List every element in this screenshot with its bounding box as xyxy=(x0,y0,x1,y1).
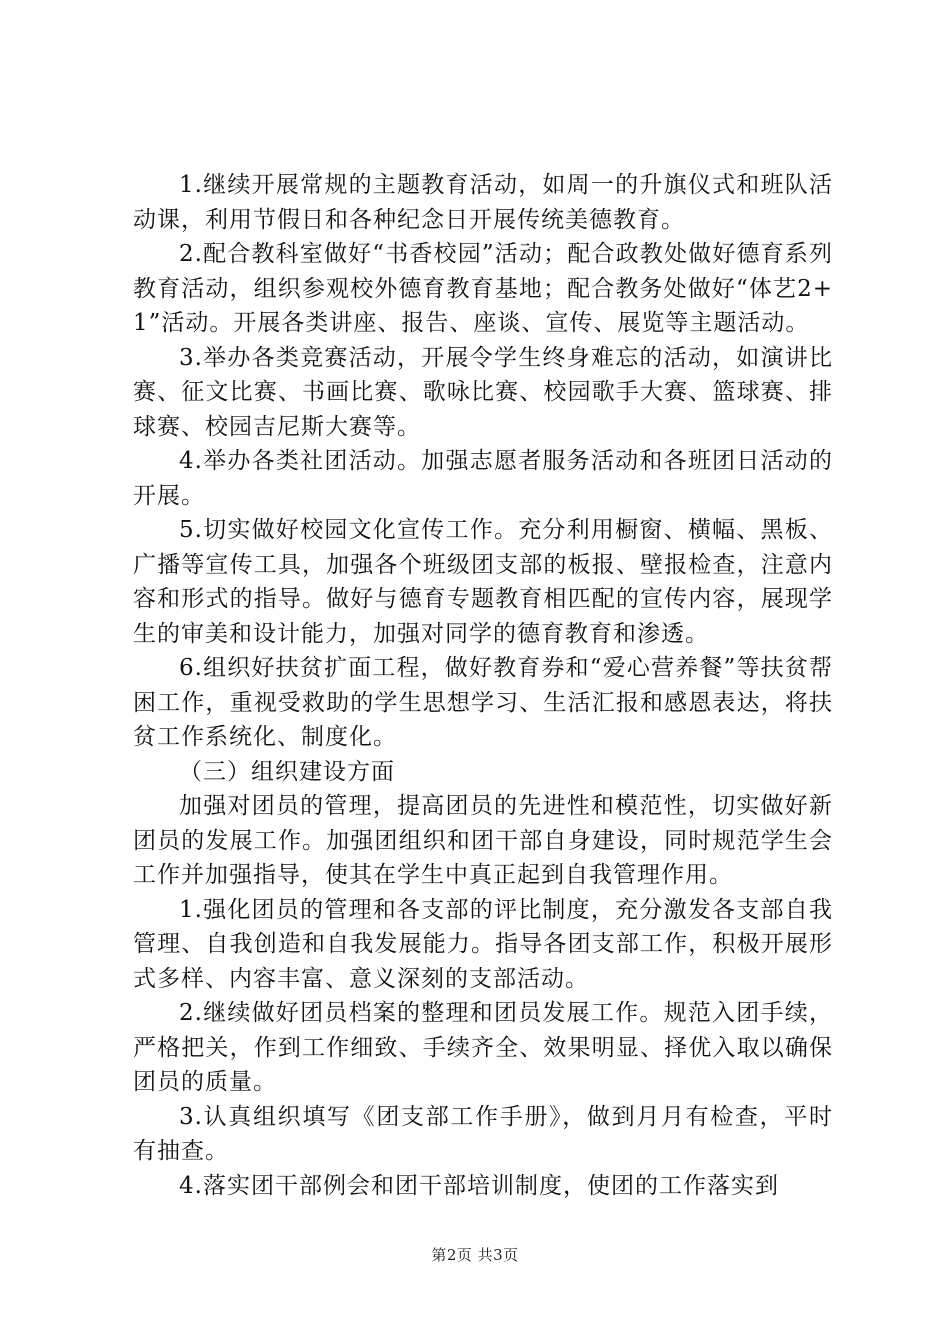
paragraph-item-7: 1.强化团员的管理和各支部的评比制度，充分激发各支部自我管理、自我创造和自我发展能力。指导各团支部工作，积极开展形式多样、内容丰富、意义深刻的支部活动。 xyxy=(133,896,833,992)
page-number-label: 第2页 共3页 xyxy=(431,1246,519,1264)
paragraph-item-4: 4.举办各类社团活动。加强志愿者服务活动和各班团日活动的开展。 xyxy=(133,448,833,509)
paragraph-item-8: 2.继续做好团员档案的整理和团员发展工作。规范入团手续，严格把关，作到工作细致、手续齐全、效果明显、择优入取以确保团员的质量。 xyxy=(133,1000,833,1095)
document-body xyxy=(133,168,833,1203)
paragraph-item-9: 3.认真组织填写《团支部工作手册》，做到月月有检查，平时有抽查。 xyxy=(133,1103,833,1164)
section-intro-paragraph: 加强对团员的管理，提高团员的先进性和模范性，切实做好新团员的发展工作。加强团组织和团干部自身建设，同时规范学生会工作并加强指导，使其在学生中真正起到自我管理作用。 xyxy=(133,793,833,888)
paragraph-item-10: 4.落实团干部例会和团干部培训制度，使团的工作落实到 xyxy=(179,1172,779,1199)
page-footer xyxy=(0,1244,950,1265)
paragraph-item-5: 5.切实做好校园文化宣传工作。充分利用橱窗、横幅、黑板、广播等宣传工具，加强各个班级团支部的板报、壁报检查，注意内容和形式的指导。做好与德育专题教育相匹配的宣传内容，展现学生的审美和设计能力，加强对同学的德育教育和渗透。 xyxy=(133,517,833,647)
section-heading: （三）组织建设方面 xyxy=(179,758,395,785)
paragraph-item-3: 3.举办各类竞赛活动，开展令学生终身难忘的活动，如演讲比赛、征文比赛、书画比赛、歌咏比赛、校园歌手大赛、篮球赛、排球赛、校园吉尼斯大赛等。 xyxy=(133,344,833,440)
paragraph-item-6: 6.组织好扶贫扩面工程，做好教育券和“爱心营养餐”等扶贫帮困工作，重视受救助的学生思想学习、生活汇报和感恩表达，将扶贫工作系统化、制度化。 xyxy=(133,655,833,750)
paragraph-item-2: 2.配合教科室做好“书香校园”活动；配合政教处做好德育系列教育活动，组织参观校外德育教育基地；配合教务处做好“体艺2+1”活动。开展各类讲座、报告、座谈、宣传、展览等主题活动。 xyxy=(133,241,833,336)
paragraph-item-1: 1.继续开展常规的主题教育活动，如周一的升旗仪式和班队活动课，利用节假日和各种纪念日开展传统美德教育。 xyxy=(133,172,833,233)
